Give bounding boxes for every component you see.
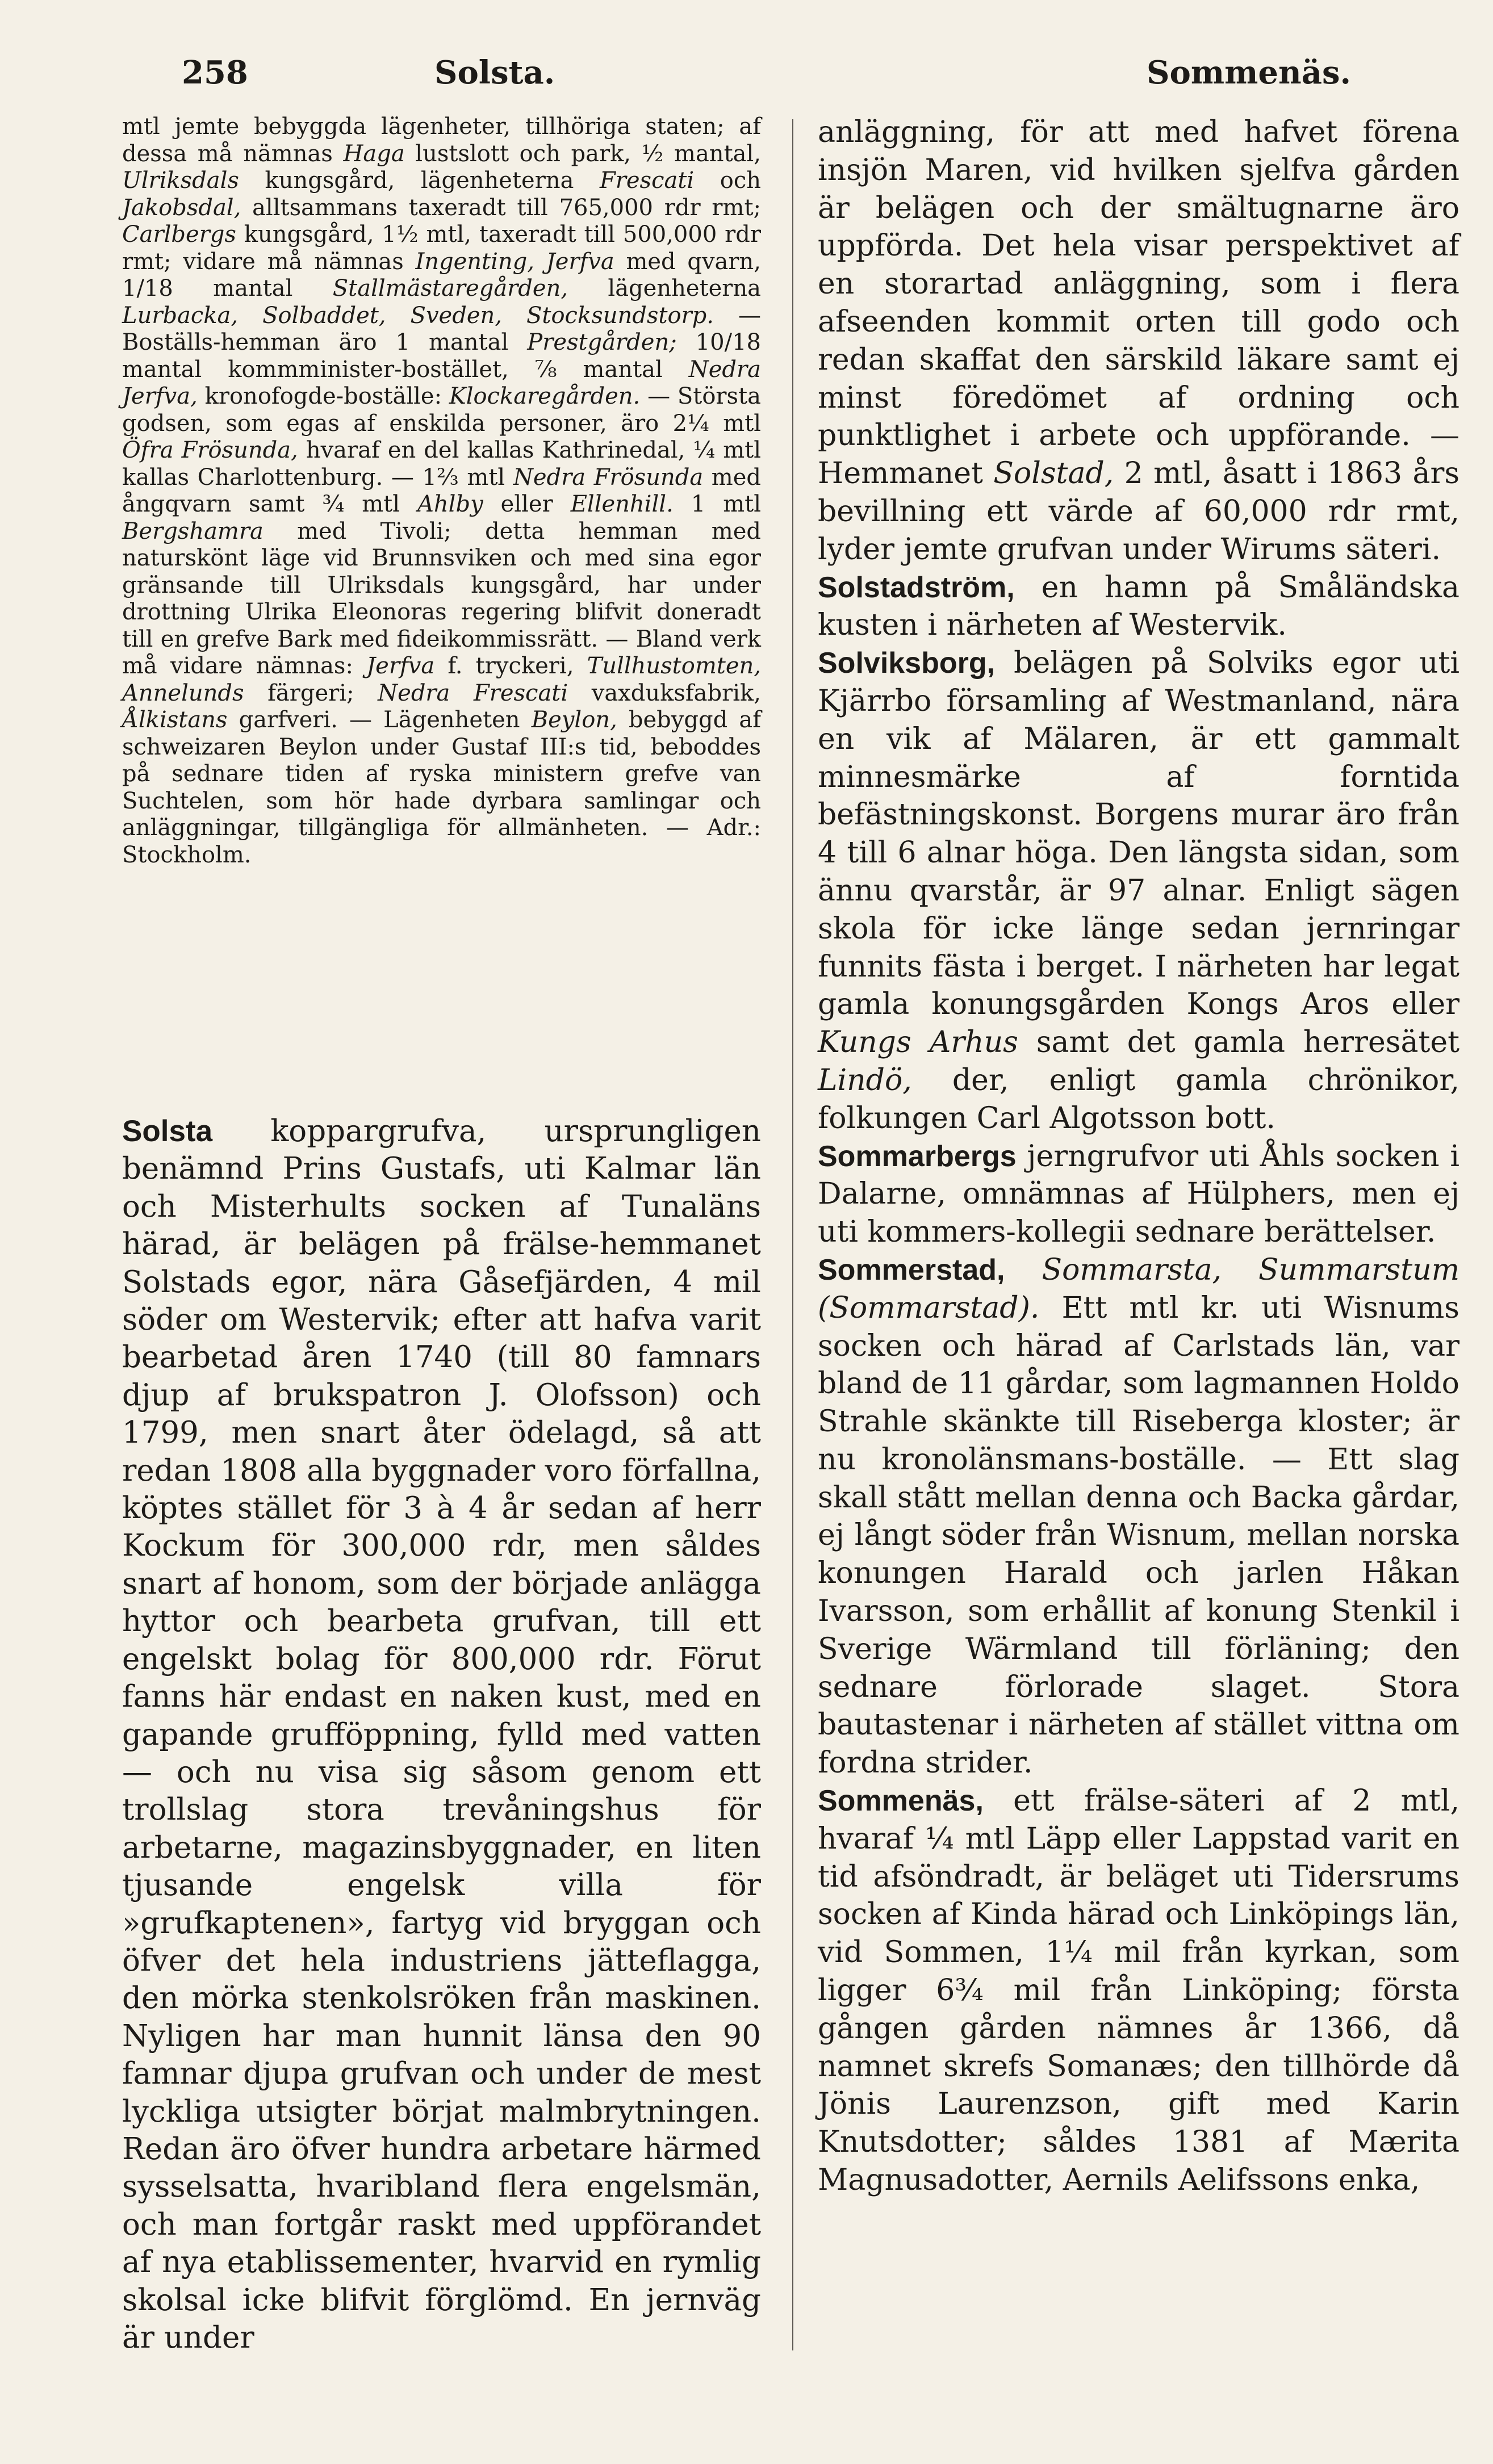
headword-sommenas: Sommenäs, <box>818 1784 984 1818</box>
headword-sommarbergs: Sommarbergs <box>818 1139 1017 1173</box>
entry-solsta-text: koppargrufva, ursprungligen benämnd Prins Gustafs, uti Kalmar län och Misterhults socken af Tunaläns härad, är belägen på frälse-hemmanet Solstads egor, nära Gåsefjärden, 4 mil söder om Westervik; efter att hafva varit bearbetad åren 1740 (till 80 famnars djup af brukspatron J. Olofsson) och 1799, men snart åter ödelagd, så att redan 1808 alla byggnader voro förfallna, köptes stället för 3 à 4 år sedan af herr Kockum för 300,000 rdr, men såldes snart af honom, som der började anlägga hyttor och bearbeta grufvan, till ett engelskt bolag för 800,000 rdr. Förut fanns här endast en naken kust, med en gapande grufföppning, fylld med vatten — och nu visa sig såsom genom ett trollslag stora trevåningshus för arbetarne, magazinsbyggnader, en liten tjusande engelsk villa för »grufkaptenen», fartyg vid bryggan och öfver det hela industriens jätteflagga, den mörka stenkolsröken från maskinen. Nyligen har man hunnit länsa den 90 famnar djupa grufvan och under de mest lyckliga utsigter börjat malmbrytningen. Redan äro öfver hundra arbetare härmed sysselsatta, hvaribland flera engelsmän, och man fortgår raskt med uppförandet af nya etablissementer, hvarvid en rymlig skolsal icke blifvit förglömd. En jernväg är under <box>122 1114 761 2355</box>
entry-sommenas: Sommenäs, ett frälse-säteri af 2 mtl, hvaraf ¼ mtl Läpp eller Lappstad varit en tid afsöndradt, är beläget uti Tidersrums socken af Kinda härad och Linköpings län, vid Sommen, 1¼ mil från kyrkan, som ligger 6¾ mil från Linköping; första gången gården nämnes år 1366, då namnet skrefs Somanæs; den tillhörde då Jönis Laurenzson, gift med Karin Knutsdotter; såldes 1381 af Mærita Magnusadotter, Aernils Aelifssons enka, <box>818 1784 1459 2198</box>
running-header <box>119 54 1351 99</box>
entry-solsta <box>122 1113 761 2357</box>
headword-solviksborg: Solviksborg, <box>818 647 996 680</box>
headword-solstadstrom: Solstadström, <box>818 571 1015 604</box>
column-divider <box>792 119 793 2350</box>
entry-solstadstrom: Solstadström, en hamn på Småländska kusten i närheten af Westervik. <box>818 570 1459 643</box>
entry-solsta-continuation: anläggning, för att med hafvet förena insjön Maren, vid hvilken sjelfva gården är belägen och der smältugnarne äro uppförda. Det hela visar perspektivet af en storartad anläggning, som i flera afseenden kommit orten till godo och redan skaffat den särskild läkare samt ej minst föredömet af ordning och punktlighet i arbete och uppförande. — Hemmanet Solstad, 2 mtl, åsatt i 1863 års bevillning ett värde af 60,000 rdr rmt, lyder jemte grufvan under Wirums säteri. <box>818 115 1460 567</box>
running-head-right: Sommenäs. <box>1147 54 1351 91</box>
left-column-small-print <box>122 114 761 869</box>
right-column <box>818 114 1459 2199</box>
left-column-large-print <box>122 1113 761 2357</box>
entry-sommerstad: Sommerstad, Sommarsta, Summarstum (Sommarstad). Ett mtl kr. uti Wisnums socken och härad af Carlstads län, var bland de 11 gårdar, som lagmannen Holdo Strahle skänkte till Riseberga kloster; är nu kronolänsmans-boställe. — Ett slag skall stått mellan denna och Backa gårdar, ej långt söder från Wisnum, mellan norska konungen Harald och jarlen Håkan Ivarsson, som erhållit af konung Stenkil i Sverige Wärmland till förläning; den sednare förlorade slaget. Stora bautastenar i närheten af stället vittna om fordna strider. <box>818 1252 1459 1780</box>
page-number: 258 <box>182 54 248 91</box>
entry-solviksborg: Solviksborg, belägen på Solviks egor uti Kjärrbo församling af Westmanland, nära en vik af Mälaren, är ett gammalt minnesmärke af forntida befästningskonst. Borgens murar äro från 4 till 6 alnar höga. Den längsta sidan, som ännu qvarstår, är 97 alnar. Enligt sägen skola för icke länge sedan jernringar funnits fästa i berget. I närheten har legat gamla konungsgården Kongs Aros eller Kungs Arhus samt det gamla herresätet Lindö, der, enligt gamla chrönikor, folkungen Carl Algotsson bott. <box>818 646 1460 1135</box>
running-head-left: Solsta. <box>434 54 555 91</box>
paragraph-solna-continuation: mtl jemte bebyggda lägenheter, tillhöriga staten; af dessa må nämnas Haga lustslott och park, ½ mantal, Ulriksdals kungsgård, lägenheterna Frescati och Jakobsdal, alltsammans taxeradt till 765,000 rdr rmt; Carlbergs kungsgård, 1½ mtl, taxeradt till 500,000 rdr rmt; vidare må nämnas Ingenting, Jerfva med qvarn, 1/18 mantal Stallmästaregården, lägenheterna Lurbacka, Solbaddet, Sveden, Stocksundstorp. — Boställs-hemman äro 1 mantal Prestgården; 10/18 mantal kommminister-bostället, ⅞ mantal Nedra Jerfva, kronofogde-boställe: Klockaregården. — Största godsen, som egas af enskilda personer, äro 2¼ mtl Öfra Frösunda, hvaraf en del kallas Kathrinedal, ¼ mtl kallas Charlottenburg. — 1⅔ mtl Nedra Frösunda med ångqvarn samt ¾ mtl Ahlby eller Ellenhill. 1 mtl Bergshamra med Tivoli; detta hemman med naturskönt läge vid Brunnsviken och med sina egor gränsande till Ulriksdals kungsgård, har under drottning Ulrika Eleonoras regering blifvit doneradt till en grefve Bark med fideikommissrätt. — Bland verk må vidare nämnas: Jerfva f. tryckeri, Tullhustomten, Annelunds färgeri; Nedra Frescati vaxduksfabrik, Ålkistans garfveri. — Lägenheten Beylon, bebyggd af schweizaren Beylon under Gustaf III:s tid, beboddes på sednare tiden af ryska ministern grefve van Suchtelen, som hör hade dyrbara samlingar och anläggningar, tillgängliga för allmänheten. — Adr.: Stockholm. <box>122 114 762 868</box>
headword-solsta: Solsta <box>122 1114 213 1148</box>
entry-sommarbergs: Sommarbergs jerngrufvor uti Åhls socken i Dalarne, omnämnas af Hülphers, men ej uti kommers-kollegii sednare berättelser. <box>818 1139 1459 1250</box>
headword-sommerstad: Sommerstad, <box>818 1253 1005 1287</box>
